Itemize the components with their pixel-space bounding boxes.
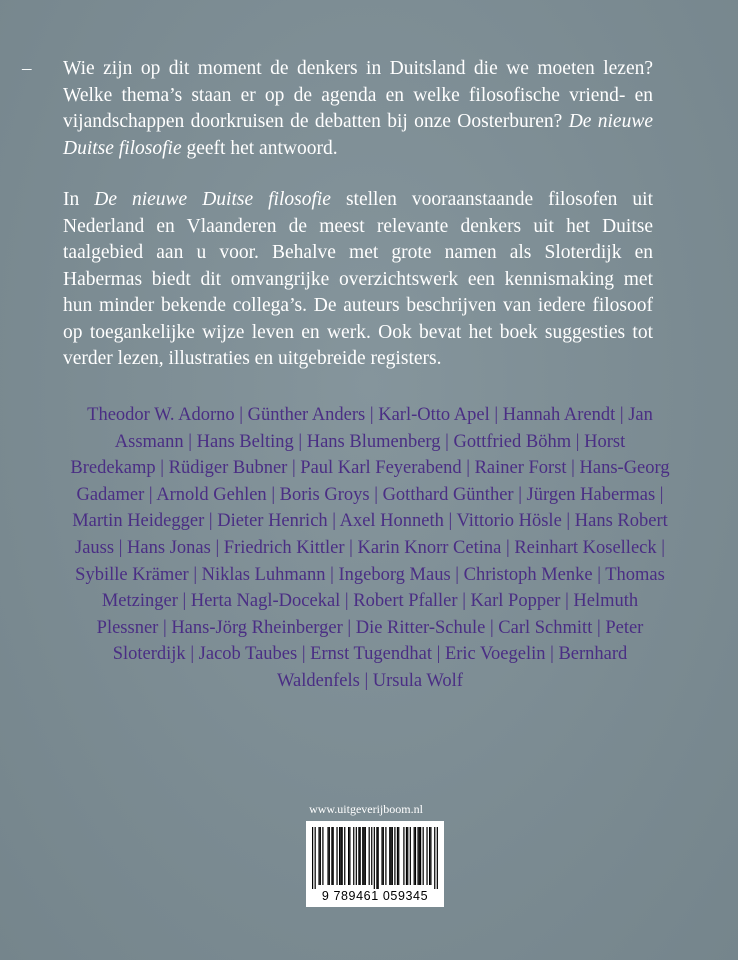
intro-dash: – — [22, 58, 32, 79]
description-text-part2: stellen vooraanstaande filosofen uit Nederland en Vlaanderen de meest relevante denkers uit het Duitse taalgebied aan u voor. Behalve met grote namen als Sloterdijk en Habermas biedt dit omvangrijke overzichtswerk een kennismaking met hun minder bekende collega’s. De auteurs beschrijven van iedere filosoof op toegankelijke wijze leven en werk. Ook bevat het boek suggesties tot verder lezen, illustraties en uitgebreide registers. — [63, 189, 654, 369]
philosopher-name: | Axel Honneth — [328, 511, 444, 531]
isbn-digits: 9 789461 059345 — [321, 889, 429, 903]
barcode-bars — [312, 827, 438, 889]
philosopher-name: | Hans Belting — [184, 432, 294, 452]
philosopher-name: | Eric Voegelin — [432, 644, 546, 664]
philosopher-name: | Ernst Tugendhat — [297, 644, 432, 664]
philosopher-name: | Hans-Jörg Rheinberger — [158, 618, 342, 638]
philosopher-name: | Christoph Menke — [451, 565, 593, 585]
publisher-website: www.uitgeverijboom.nl — [309, 802, 423, 816]
philosopher-name: | Robert Pfaller — [340, 591, 457, 611]
intro-text-part1: Wie zijn op dit moment de denkers in Duitsland die we moeten lezen? Welke thema’s staan er op de agenda en welke filosofische vriend- en vijandschappen doorkruisen de debatten bij onze Oosterburen? — [63, 58, 653, 132]
isbn-barcode — [306, 821, 444, 907]
philosopher-name: | Hannah Arendt — [490, 405, 615, 425]
philosopher-name: | Niklas Luhmann — [189, 565, 326, 585]
description-text-part1: In — [63, 189, 95, 210]
philosopher-name: | Rüdiger Bubner — [156, 458, 288, 478]
philosopher-name: | Vittorio Hösle — [444, 511, 562, 531]
philosopher-name: | Rainer Forst — [462, 458, 567, 478]
philosopher-name: | Karl Popper — [458, 591, 561, 611]
description-paragraph — [63, 187, 653, 373]
philosopher-name: | Ingeborg Maus — [326, 565, 451, 585]
philosopher-name: | Horst Bredekamp — [70, 432, 625, 479]
philosopher-name: | Martin Heidegger — [72, 485, 663, 532]
philosopher-name: Theodor W. Adorno — [87, 405, 235, 425]
philosopher-name: | Herta Nagl-Docekal — [178, 591, 340, 611]
philosopher-name: | Arnold Gehlen — [144, 485, 266, 505]
philosopher-name: | Hans Robert Jauss — [75, 511, 668, 558]
intro-book-title: De nieuwe Duitse filosofie — [63, 111, 653, 159]
philosopher-name: | Reinhart Koselleck — [501, 538, 656, 558]
philosopher-name: | Thomas Metzinger — [102, 565, 665, 612]
philosopher-name: | Peter Sloterdijk — [113, 618, 644, 665]
philosopher-name: | Boris Groys — [267, 485, 370, 505]
philosopher-name: | Die Ritter-Schule — [343, 618, 486, 638]
philosopher-name: | Ursula Wolf — [360, 671, 463, 691]
philosopher-name: | Jacob Taubes — [186, 644, 298, 664]
philosopher-name: | Günther Anders — [235, 405, 366, 425]
philosopher-name: | Friedrich Kittler — [211, 538, 345, 558]
philosopher-name: | Sybille Krämer — [75, 538, 665, 585]
philosopher-list — [70, 402, 670, 695]
philosopher-name: | Karl-Otto Apel — [365, 405, 489, 425]
philosopher-name: | Jürgen Habermas — [514, 485, 656, 505]
philosopher-name: | Hans Jonas — [114, 538, 211, 558]
intro-text-part2: geeft het antwoord. — [181, 137, 338, 159]
philosopher-name: | Helmuth Plessner — [97, 591, 639, 638]
philosopher-name: | Dieter Henrich — [204, 511, 327, 531]
intro-paragraph — [63, 56, 653, 162]
philosopher-name: | Gotthard Günther — [370, 485, 514, 505]
philosopher-name: | Hans Blumenberg — [294, 432, 441, 452]
philosopher-name: | Gottfried Böhm — [440, 432, 571, 452]
philosopher-name: | Hans-Georg Gadamer — [76, 458, 669, 505]
philosopher-name: | Carl Schmitt — [485, 618, 592, 638]
philosopher-name: | Bernhard Waldenfels — [277, 644, 627, 691]
philosopher-name: | Paul Karl Feyerabend — [287, 458, 461, 478]
philosopher-name: | Karin Knorr Cetina — [345, 538, 502, 558]
philosopher-name: | Jan Assmann — [115, 405, 653, 452]
description-book-title: De nieuwe Duitse filosofie — [94, 189, 331, 210]
